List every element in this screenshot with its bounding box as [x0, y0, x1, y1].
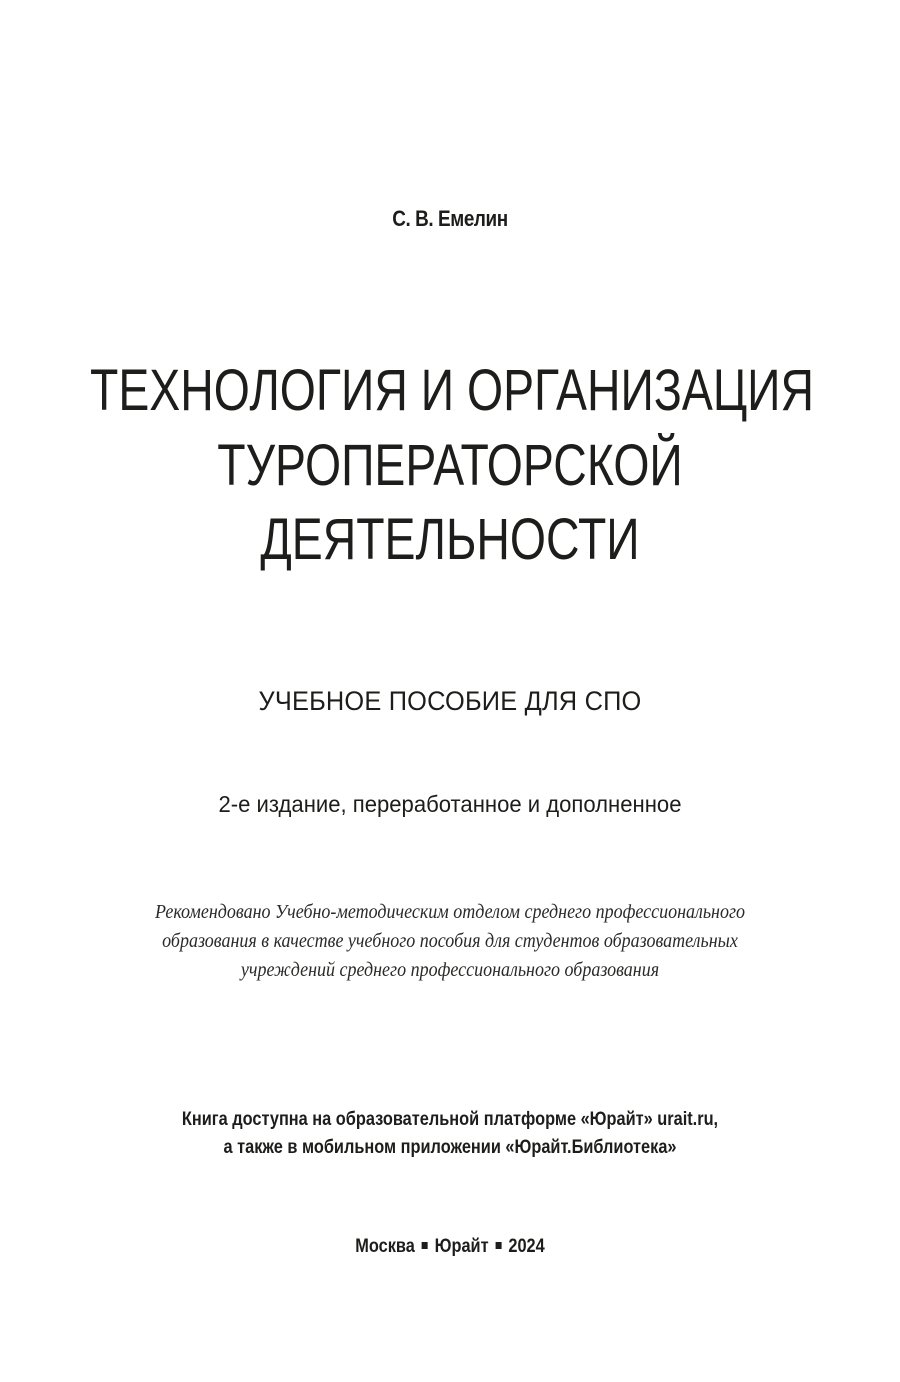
- imprint-city: Москва: [355, 1236, 415, 1257]
- edition-note: 2-е издание, переработанное и дополненное: [218, 791, 682, 817]
- imprint-year: 2024: [508, 1236, 545, 1257]
- book-title-line-3: ДЕЯТЕЛЬНОСТИ: [260, 507, 640, 572]
- recommendation-line-2: образования в качестве учебного пособия для студентов образовательных: [162, 930, 738, 952]
- book-title-line-2: ТУРОПЕРАТОРСКОЙ: [217, 433, 683, 498]
- square-separator-icon: [422, 1242, 428, 1249]
- author-name: С. В. Емелин: [392, 206, 508, 231]
- imprint-publisher: Юрайт: [434, 1236, 489, 1257]
- recommendation-line-3: учреждений среднего профессионального образования: [240, 959, 660, 981]
- book-subtitle: УЧЕБНОЕ ПОСОБИЕ ДЛЯ СПО: [258, 686, 642, 716]
- book-title-line-1: ТЕХНОЛОГИЯ И ОРГАНИЗАЦИЯ: [90, 358, 815, 423]
- imprint: [63, 1236, 837, 1258]
- availability-line-1: Книга доступна на образовательной платформе «Юрайт» urait.ru,: [181, 1109, 719, 1130]
- square-separator-icon: [495, 1242, 501, 1249]
- availability-line-2: а также в мобильном приложении «Юрайт.Библиотека»: [223, 1137, 677, 1158]
- recommendation-line-1: Рекомендовано Учебно-методическим отделом среднего профессионального: [154, 901, 746, 923]
